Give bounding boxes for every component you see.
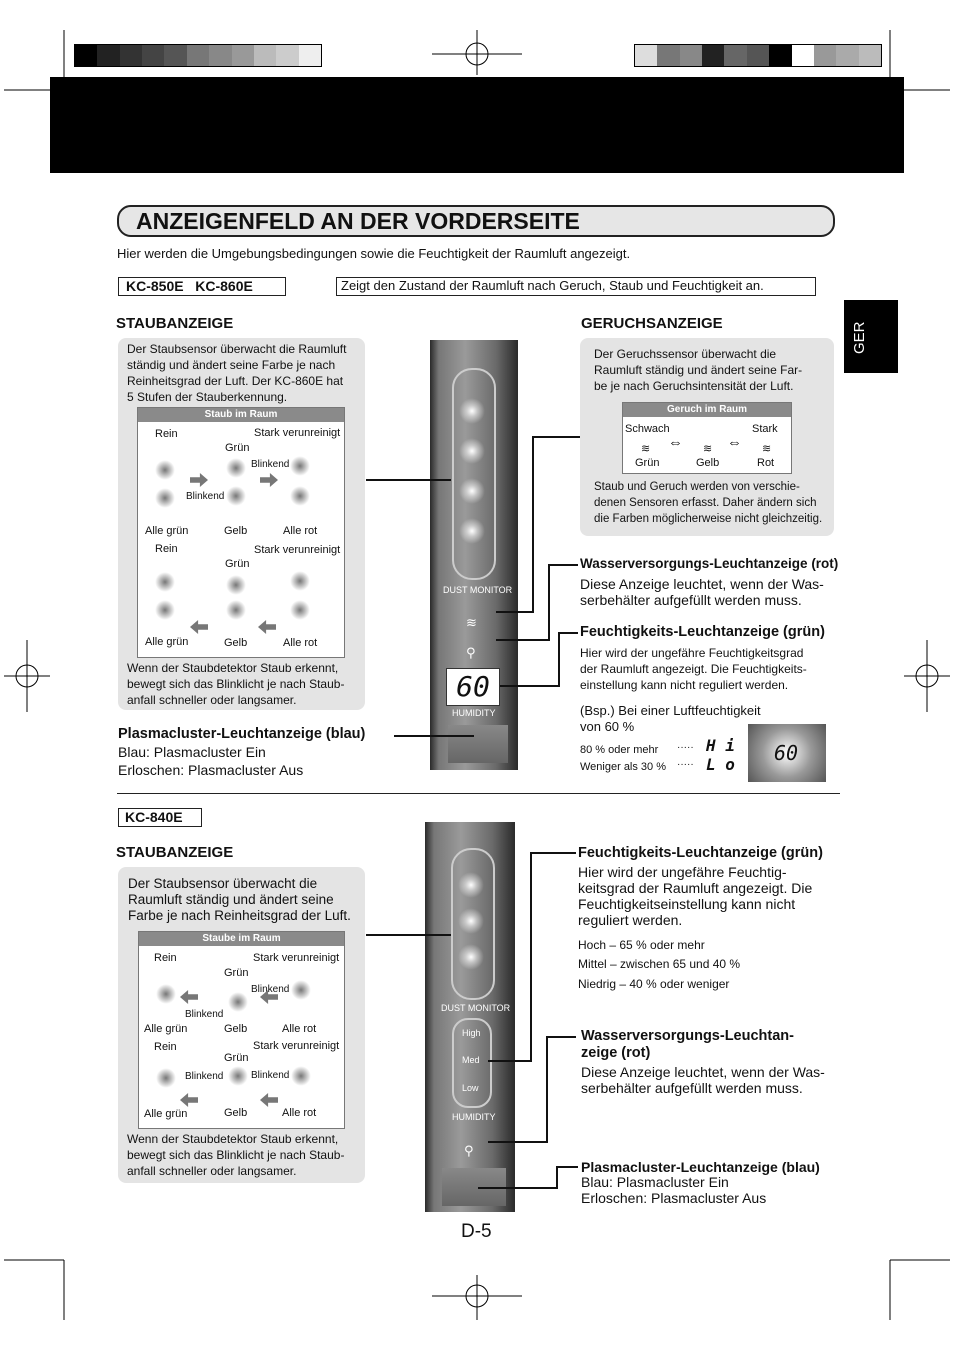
sensor-light-icon — [155, 572, 175, 592]
staub-footer-top-1: Wenn der Staubdetektor Staub erkennt, — [127, 661, 339, 675]
plasma-title-top: Plasmacluster-Leuchtanzeige (blau) — [118, 726, 366, 742]
schwach-label: Schwach — [625, 423, 670, 435]
alle-rot-label: Alle rot — [282, 1107, 317, 1119]
leader-line — [548, 564, 550, 640]
feucht-row1: 80 % oder mehr — [580, 744, 659, 756]
staub-footer-top-3: anfall schneller oder langsamer. — [127, 693, 297, 707]
sensor-light-icon — [156, 984, 176, 1004]
plasma-title-bottom: Plasmacluster-Leuchtanzeige (blau) — [581, 1159, 820, 1175]
leader-line — [496, 611, 534, 613]
feucht-row2-val: L o — [706, 755, 735, 774]
rein-label: Rein — [154, 952, 177, 964]
section-divider — [117, 793, 840, 794]
leader-line — [532, 436, 534, 612]
geruch-note-3: die Farben möglicherweise nicht gleichzeitig. — [594, 513, 823, 525]
feucht-example-1: (Bsp.) Bei einer Luftfeuchtigkeit — [580, 703, 761, 718]
blinkend-label: Blinkend — [186, 491, 225, 502]
model-label-top: KC-850E KC-860E — [126, 278, 253, 294]
staub-footer-bottom-3: anfall schneller oder langsamer. — [127, 1164, 297, 1178]
leader-line — [366, 934, 451, 936]
water-drop-icon: ⚲ — [466, 645, 476, 660]
alle-gruen-label: Alle grün — [145, 525, 189, 537]
geruch-note-2: denen Sensoren erfasst. Daher ändern sich — [594, 497, 817, 509]
feucht-text-bottom-2: keitsgrad der Raumluft angezeigt. Die — [578, 880, 813, 896]
blinking-light-icon — [228, 1066, 248, 1086]
odor-icon: ≋ — [762, 443, 772, 455]
geruch-text-1: Der Geruchssensor überwacht die — [594, 347, 777, 361]
alle-rot-label: Alle rot — [283, 637, 318, 649]
rein-label: Rein — [155, 543, 178, 555]
stark-label: Stark — [752, 423, 778, 435]
leader-line — [548, 564, 578, 566]
sensor-light-icon — [290, 486, 310, 506]
leader-line — [478, 1187, 558, 1189]
leader-line — [500, 685, 560, 687]
blinkend-label: Blinkend — [185, 1071, 224, 1082]
blinkend-label: Blinkend — [251, 1070, 290, 1081]
alle-rot-label: Alle rot — [283, 525, 318, 537]
feucht-text-bottom-3: Feuchtigkeitseinstellung kann nicht — [578, 896, 796, 912]
staub-title-top: STAUBANZEIGE — [116, 315, 234, 332]
blinkend-label: Blinkend — [251, 984, 290, 995]
plasma-on-top: Blau: Plasmacluster Ein — [118, 744, 266, 760]
staub-text-bottom-1: Der Staubsensor überwacht die — [128, 876, 318, 891]
double-arrow-icon: ⇔ — [668, 434, 683, 451]
dust-monitor-label: DUST MONITOR — [443, 585, 513, 595]
alle-gruen-label: Alle grün — [144, 1108, 188, 1120]
staub-title-bottom: STAUBANZEIGE — [116, 844, 234, 861]
stark-label: Stark verunreinigt — [253, 1040, 340, 1052]
blinking-light-icon — [226, 600, 246, 620]
blinking-light-icon — [290, 456, 310, 476]
leader-line — [488, 1141, 548, 1143]
blinkend-label: Blinkend — [185, 1009, 224, 1020]
leader-line — [530, 852, 576, 854]
staub-footer-bottom-1: Wenn der Staubdetektor Staub erkennt, — [127, 1132, 339, 1146]
staub-chart-title-top: Staub im Raum — [138, 408, 344, 422]
sensor-light-icon — [155, 488, 175, 508]
rot-label: Rot — [757, 457, 775, 469]
wasser-text-top-1: Diese Anzeige leuchtet, wenn der Was- — [580, 576, 824, 592]
leader-line — [366, 479, 451, 481]
leader-line — [394, 735, 474, 737]
feucht-level-high: Hoch – 65 % oder mehr — [578, 938, 705, 952]
dust-light-icon — [458, 872, 484, 898]
feucht-text-top-2: der Raumluft angezeigt. Die Feuchtigkeits- — [580, 662, 807, 676]
geruch-title: GERUCHSANZEIGE — [581, 315, 723, 332]
feucht-row2: Weniger als 30 % — [580, 761, 667, 773]
blinking-light-icon — [290, 571, 310, 591]
blinking-light-icon — [291, 1066, 311, 1086]
rein-label: Rein — [154, 1041, 177, 1053]
humidity-display: 60 — [446, 668, 500, 706]
humidity-high-label: High — [462, 1028, 481, 1038]
leader-line — [530, 852, 532, 1062]
stark-label: Stark verunreinigt — [253, 952, 340, 964]
rein-label: Rein — [155, 428, 178, 440]
geruch-note-1: Staub und Geruch werden von verschie- — [594, 481, 800, 493]
feucht-text-bottom-4: reguliert werden. — [578, 912, 683, 928]
leader-line — [488, 1060, 532, 1062]
page-title: ANZEIGENFELD AN DER VORDERSEITE — [136, 208, 580, 234]
wasser-text-bottom-2: serbehälter aufgefüllt werden muss. — [581, 1080, 803, 1096]
sensor-light-icon — [226, 575, 246, 595]
header-black-band — [50, 77, 904, 173]
gruen-label: Grün — [225, 558, 250, 570]
gruen-label: Grün — [635, 457, 660, 469]
odor-icon: ≋ — [641, 443, 651, 455]
sensor-light-icon — [290, 600, 310, 620]
staub-footer-top-2: bewegt sich das Blinklicht je nach Staub- — [127, 677, 345, 691]
dotted-leader: ····· — [677, 742, 694, 753]
humidity-example-display: 60 — [773, 741, 799, 765]
humidity-low-label: Low — [462, 1083, 479, 1093]
feucht-text-bottom-1: Hier wird der ungefähre Feuchtig- — [578, 864, 787, 880]
gelb-label: Gelb — [224, 525, 248, 537]
feucht-level-med: Mittel – zwischen 65 und 40 % — [578, 957, 741, 971]
dust-light-icon — [459, 398, 485, 424]
page-number: D-5 — [461, 1221, 492, 1242]
staub-text-bottom-3: Farbe je nach Reinheitsgrad der Luft. — [128, 908, 351, 923]
model-label-bottom: KC-840E — [125, 809, 183, 825]
dust-light-icon — [459, 438, 485, 464]
staub-text-top-3: Reinheitsgrad der Luft. Der KC-860E hat — [127, 374, 344, 388]
gruen-label: Grün — [224, 1052, 249, 1064]
dotted-leader: ····· — [677, 759, 694, 770]
wasser-text-bottom-1: Diese Anzeige leuchtet, wenn der Was- — [581, 1064, 825, 1080]
feucht-level-low: Niedrig – 40 % oder weniger — [578, 977, 730, 991]
water-drop-icon: ⚲ — [464, 1143, 474, 1158]
stark-label: Stark verunreinigt — [254, 427, 341, 439]
gruen-label: Grün — [224, 967, 249, 979]
plasmacluster-light — [448, 725, 508, 763]
dust-monitor-label: DUST MONITOR — [441, 1003, 511, 1013]
odor-light-icon: ≋ — [466, 615, 477, 630]
feucht-example-2: von 60 % — [580, 719, 635, 734]
leader-line — [556, 1166, 558, 1188]
dust-light-icon — [458, 908, 484, 934]
geruch-text-3: be je nach Geruchsintensität der Luft. — [594, 379, 794, 393]
staub-footer-bottom-2: bewegt sich das Blinklicht je nach Staub- — [127, 1148, 345, 1162]
gelb-label: Gelb — [224, 637, 248, 649]
dust-light-icon — [459, 518, 485, 544]
wasser-title-bottom-2: zeige (rot) — [581, 1045, 651, 1061]
feucht-row1-val: H i — [706, 736, 735, 755]
blinking-light-icon — [226, 486, 246, 506]
leader-line — [532, 436, 580, 438]
alle-gruen-label: Alle grün — [145, 636, 189, 648]
leader-line — [558, 632, 560, 686]
staub-text-top-4: 5 Stufen der Stauberkennung. — [127, 390, 288, 404]
dust-light-icon — [459, 478, 485, 504]
wasser-title-bottom-1: Wasserversorgungs-Leuchtan- — [581, 1028, 794, 1044]
leader-line — [496, 639, 550, 641]
wasser-title-top: Wasserversorgungs-Leuchtanzeige (rot) — [580, 556, 839, 571]
humidity-label: HUMIDITY — [452, 1112, 496, 1122]
dust-light-icon — [458, 944, 484, 970]
model-note: Zeigt den Zustand der Raumluft nach Geruch, Staub und Feuchtigkeit an. — [341, 278, 764, 293]
sensor-light-icon — [155, 460, 175, 480]
alle-gruen-label: Alle grün — [144, 1023, 188, 1035]
plasma-on-bottom: Blau: Plasmacluster Ein — [581, 1174, 729, 1190]
leader-line — [546, 1036, 548, 1142]
geruch-text-2: Raumluft ständig und ändert seine Far- — [594, 363, 803, 377]
geruch-chart-title: Geruch im Raum — [623, 403, 791, 417]
leader-line — [556, 1166, 578, 1168]
gelb-label: Gelb — [224, 1023, 248, 1035]
staub-text-top-1: Der Staubsensor überwacht die Raumluft — [127, 342, 347, 356]
blinkend-label: Blinkend — [251, 459, 290, 470]
blinking-light-icon — [228, 992, 248, 1012]
odor-icon: ≋ — [703, 443, 713, 455]
sensor-light-icon — [156, 1068, 176, 1088]
sensor-light-icon — [226, 458, 246, 478]
alle-rot-label: Alle rot — [282, 1023, 317, 1035]
language-tab-label: GER — [851, 321, 868, 354]
stark-label: Stark verunreinigt — [254, 544, 341, 556]
feucht-text-top-1: Hier wird der ungefähre Feuchtigkeitsgrad — [580, 646, 804, 660]
feucht-title-top: Feuchtigkeits-Leuchtanzeige (grün) — [580, 624, 825, 640]
intro-text: Hier werden die Umgebungsbedingungen sowie die Feuchtigkeit der Raumluft angezeigt. — [117, 246, 631, 261]
blinking-light-icon — [291, 980, 311, 1000]
plasma-off-top: Erloschen: Plasmacluster Aus — [118, 762, 304, 778]
double-arrow-icon: ⇔ — [727, 434, 742, 451]
leader-line — [558, 632, 578, 634]
humidity-label: HUMIDITY — [452, 708, 496, 718]
humidity-med-label: Med — [462, 1055, 480, 1065]
staub-text-top-2: ständig und ändert seine Farbe je nach — [127, 358, 336, 372]
staub-chart-title-bottom: Staube im Raum — [139, 932, 344, 946]
plasma-off-bottom: Erloschen: Plasmacluster Aus — [581, 1190, 767, 1206]
sensor-light-icon — [155, 600, 175, 620]
feucht-title-bottom: Feuchtigkeits-Leuchtanzeige (grün) — [578, 845, 823, 861]
gelb-label: Gelb — [224, 1107, 248, 1119]
gruen-label: Grün — [225, 442, 250, 454]
wasser-text-top-2: serbehälter aufgefüllt werden muss. — [580, 592, 802, 608]
gelb-label: Gelb — [696, 457, 720, 469]
feucht-text-top-3: einstellung kann nicht reguliert werden. — [580, 678, 789, 692]
staub-text-bottom-2: Raumluft ständig und ändert seine — [128, 892, 334, 907]
leader-line — [546, 1036, 576, 1038]
